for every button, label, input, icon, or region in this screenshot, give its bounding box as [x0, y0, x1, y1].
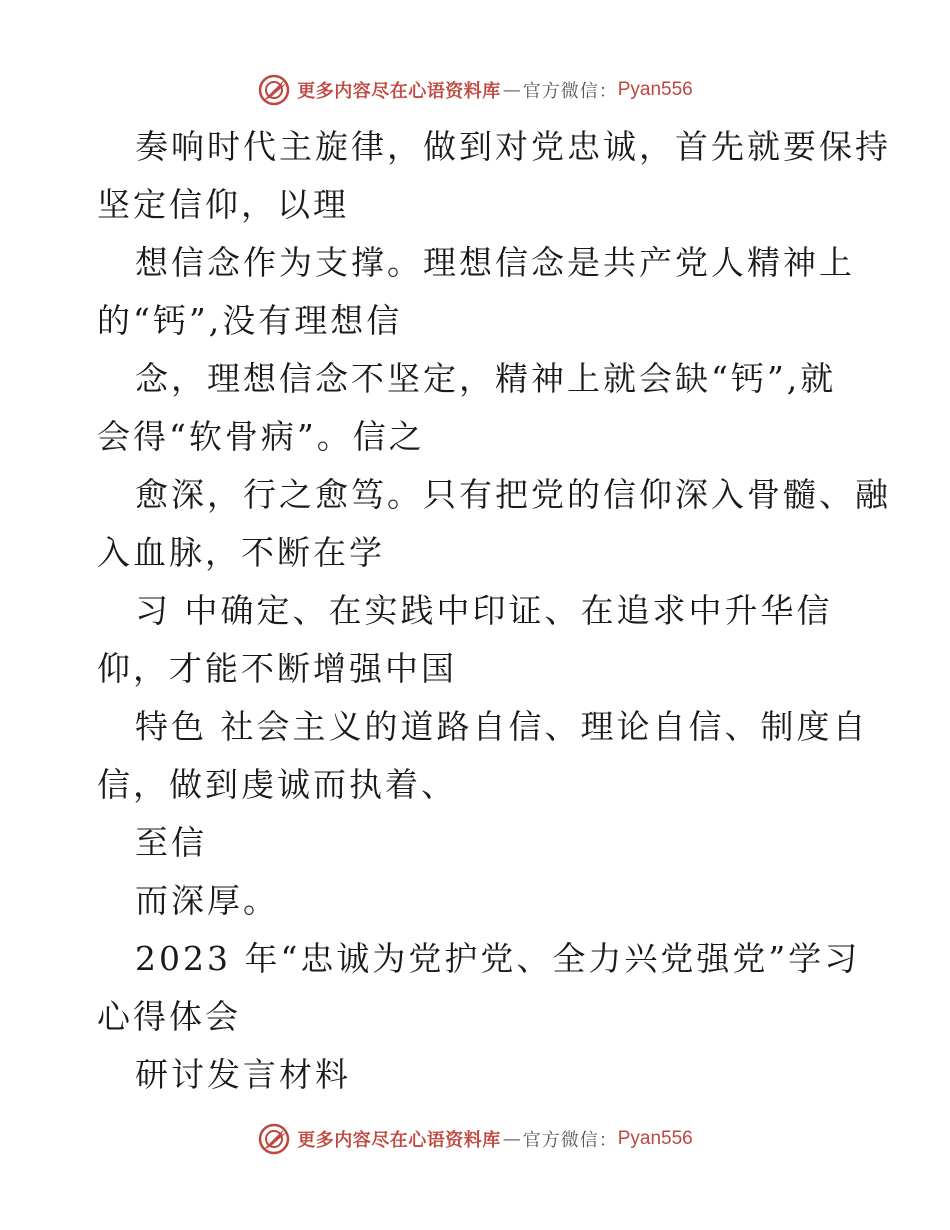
body-line: 习 中确定、在实践中印证、在追求中升华信 — [135, 591, 833, 630]
body-line: 想信念作为支撑。理想信念是共产党人精神上 — [135, 243, 855, 282]
footer-watermark-banner — [0, 1119, 950, 1159]
body-line: 愈深，行之愈笃。只有把党的信仰深入骨髓、融 — [135, 475, 891, 514]
banner-wechat-id: Pyan556 — [617, 79, 693, 100]
body-line: 心得体会 — [97, 997, 241, 1036]
body-line: 的“钙”,没有理想信 — [97, 301, 403, 340]
banner-dash: — — [502, 1128, 521, 1150]
quill-logo-icon — [257, 1122, 291, 1156]
body-line: 至信 — [135, 823, 207, 862]
body-line: 2023 年“忠诚为党护党、全力兴党强党”学习 — [135, 939, 861, 978]
body-line: 坚定信仰，以理 — [97, 185, 349, 224]
body-line: 而深厚。 — [135, 881, 279, 920]
body-line: 研讨发言材料 — [135, 1055, 351, 1094]
body-line: 入血脉，不断在学 — [97, 533, 385, 572]
body-line: 会得“软骨病”。信之 — [97, 417, 425, 456]
quill-logo-icon — [257, 73, 291, 107]
banner-site-text: 更多内容尽在心语资料库 — [297, 1130, 501, 1151]
body-line: 奏响时代主旋律，做到对党忠诚，首先就要保持 — [135, 127, 891, 166]
body-line: 念，理想信念不坚定，精神上就会缺“钙”,就 — [135, 359, 837, 398]
banner-wechat-id: Pyan556 — [617, 1128, 693, 1149]
header-watermark-banner — [0, 70, 950, 110]
body-line: 特色 社会主义的道路自信、理论自信、制度自 — [135, 707, 869, 746]
banner-wechat-label: 官方微信： — [522, 1130, 618, 1151]
banner-site-text: 更多内容尽在心语资料库 — [297, 81, 501, 102]
banner-dash: — — [502, 79, 521, 101]
document-body — [97, 125, 891, 1111]
banner-wechat-label: 官方微信： — [522, 81, 618, 102]
body-line: 仰，才能不断增强中国 — [97, 649, 457, 688]
body-line: 信，做到虔诚而执着、 — [97, 765, 457, 804]
